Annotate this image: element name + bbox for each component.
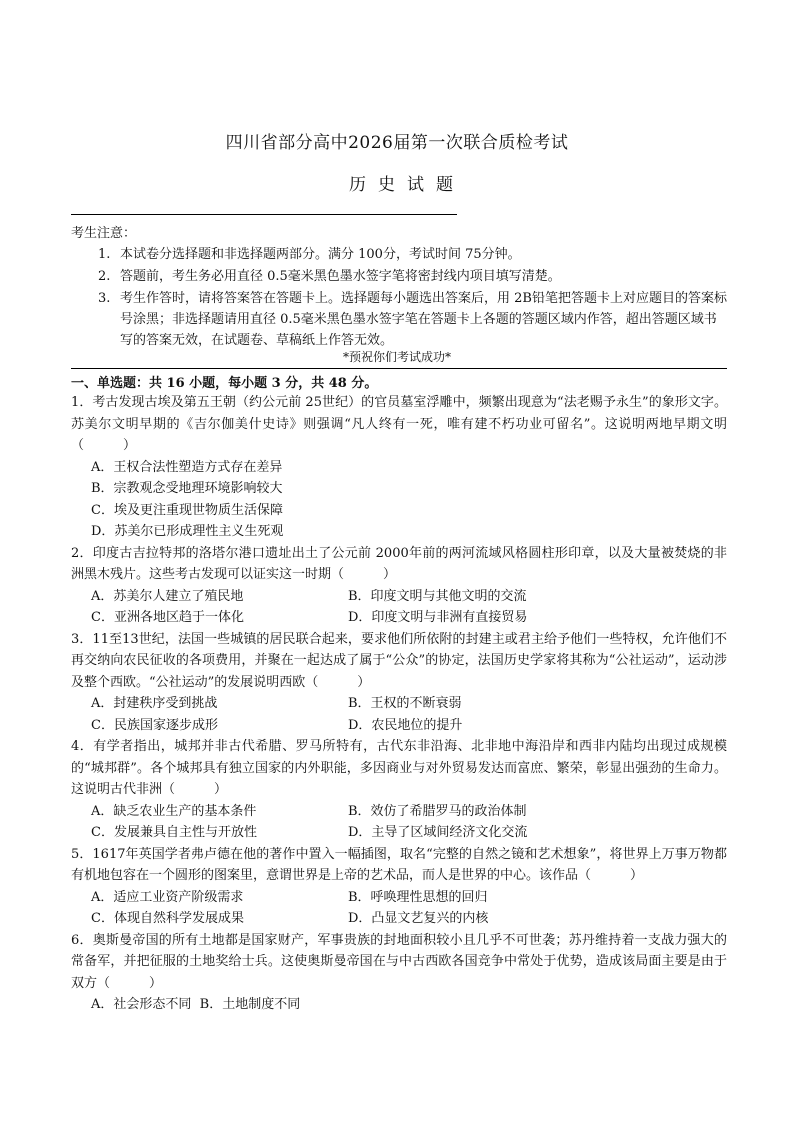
question: [71, 930, 727, 1016]
option-b: B．效仿了希腊罗马的政治体制: [348, 803, 527, 819]
question: [71, 543, 727, 629]
option-a: A．缺乏农业生产的基本条件: [91, 803, 257, 819]
question: [71, 844, 727, 930]
option-a: A．社会形态不同: [91, 997, 192, 1012]
option-a: A．王权合法性塑造方式存在差异: [91, 459, 283, 475]
option-b: B．王权的不断衰弱: [348, 696, 462, 711]
notice-text: 考生作答时，请将答案答在答题卡上。选择题每小题选出答案后，用 2B铅笔把答题卡上对应题目的答案标号涂黑；非选择题请用直径 0.5毫米黑色墨水签字笔在答题卡上各题的答题区域内作答，超出答题区域书写的答案无效，在试题卷、草稿纸上作答无效。: [120, 291, 727, 348]
question: [71, 629, 727, 737]
option-b: B．宗教观念受地理环境影响较大: [91, 481, 283, 496]
option-b: B．呼唤理性思想的回归: [348, 889, 488, 905]
question: [71, 392, 727, 543]
option-b: B．土地制度不同: [199, 997, 301, 1012]
option-d: D．农民地位的提升: [348, 717, 463, 733]
option-list: [71, 887, 727, 930]
section-heading: 一、单选题：共 16 小题，每小题 3 分，共 48 分。: [71, 376, 378, 391]
divider-line: [71, 214, 457, 215]
option-list: [71, 693, 727, 736]
option-c: C．民族国家逐步成形: [91, 717, 218, 733]
question-stem: 2．印度古吉拉特邦的洛塔尔港口遗址出土了公元前 2000年前的两河流域风格圆柱形印章，以及大量被焚烧的非洲黑木残片。这些考古发现可以证实这一时期（ ）: [71, 545, 727, 582]
good-luck-note: *预祝你们考试成功*: [342, 350, 451, 364]
question: [71, 736, 727, 844]
option-a: A．苏美尔人建立了殖民地: [91, 588, 244, 604]
question-list: [71, 392, 727, 1016]
notice-heading: 考生注意：: [71, 226, 137, 241]
option-c: C．亚洲各地区趋于一体化: [91, 610, 244, 625]
option-list: [71, 586, 727, 629]
notice-text: 答题前，考生务必用直径 0.5毫米黑色墨水签字笔将密封线内项目填写清楚。: [120, 269, 561, 284]
option-d: D．主导了区域间经济文化交流: [348, 825, 528, 840]
notice-text: 本试卷分选择题和非选择题两部分。满分 100分，考试时间 75分钟。: [120, 247, 521, 262]
question-stem: 6．奥斯曼帝国的所有土地都是国家财产，军事贵族的封地面积较小且几乎不可世袭；苏丹维持着一支战力强大的常备军，并把征服的土地奖给士兵。这使奥斯曼帝国在与中古西欧各国竞争中常处于优势，造成该局面主要是由于双方（ ）: [71, 932, 727, 991]
question-stem: 5．1617年英国学者弗卢德在他的著作中置入一幅插图，取名“完整的自然之镜和艺术想象”，将世界上万事万物都有机地包容在一个圆形的图案里，意谓世界是上帝的艺术品，而人是世界的中心。该作品（ ）: [71, 846, 727, 883]
divider-line: [71, 368, 727, 369]
subject-title: 历史试题: [349, 175, 465, 195]
option-d: D．印度文明与非洲有直接贸易: [348, 610, 528, 625]
option-list: [71, 457, 727, 543]
option-a: A．封建秩序受到挑战: [91, 696, 218, 711]
option-d: D．凸显文艺复兴的内核: [348, 911, 489, 926]
notice-number: 1.: [98, 247, 111, 262]
option-list: [71, 994, 727, 1016]
option-d: D．苏美尔已形成理性主义生死观: [91, 524, 284, 539]
notice-item: [98, 266, 728, 287]
notice-item: [98, 288, 728, 351]
question-stem: 3．11至13世纪，法国一些城镇的居民联合起来，要求他们所依附的封建主或君主给予他们一些特权，允许他们不再交纳向农民征收的各项费用，并聚在一起达成了属于“公众”的协定，法国历史学家将其称为“公社运动”，运动涉及整个西欧。“公社运动”的发展说明西欧（ ）: [71, 631, 727, 690]
notice-number: 3.: [98, 291, 111, 306]
option-c: C．体现自然科学发展成果: [91, 911, 244, 926]
question-stem: 4．有学者指出，城邦并非古代希腊、罗马所特有，古代东非沿海、北非地中海沿岸和西非内陆均出现过成规模的“城邦群”。各个城邦具有独立国家的内外职能，多因商业与对外贸易发达而富庶、繁荣，彰显出强劲的生命力。这说明古代非洲（ ）: [71, 739, 727, 797]
notice-list: [98, 244, 728, 352]
exam-title: 四川省部分高中2026届第一次联合质检考试: [225, 133, 569, 153]
option-list: [71, 801, 727, 844]
option-c: C．发展兼具自主性与开放性: [91, 825, 257, 840]
notice-item: [98, 244, 728, 265]
question-stem: 1．考古发现古埃及第五王朝（约公元前 25世纪）的官员墓室浮雕中，频繁出现意为“法老赐予永生”的象形文字。苏美尔文明早期的《吉尔伽美什史诗》则强调“凡人终有一死，唯有建不朽功业可留名”。这说明两地早期文明（ ）: [71, 395, 727, 453]
notice-number: 2.: [98, 269, 111, 284]
option-a: A．适应工业资产阶级需求: [91, 889, 244, 905]
option-c: C．埃及更注重现世物质生活保障: [91, 502, 283, 518]
option-b: B．印度文明与其他文明的交流: [348, 588, 527, 604]
